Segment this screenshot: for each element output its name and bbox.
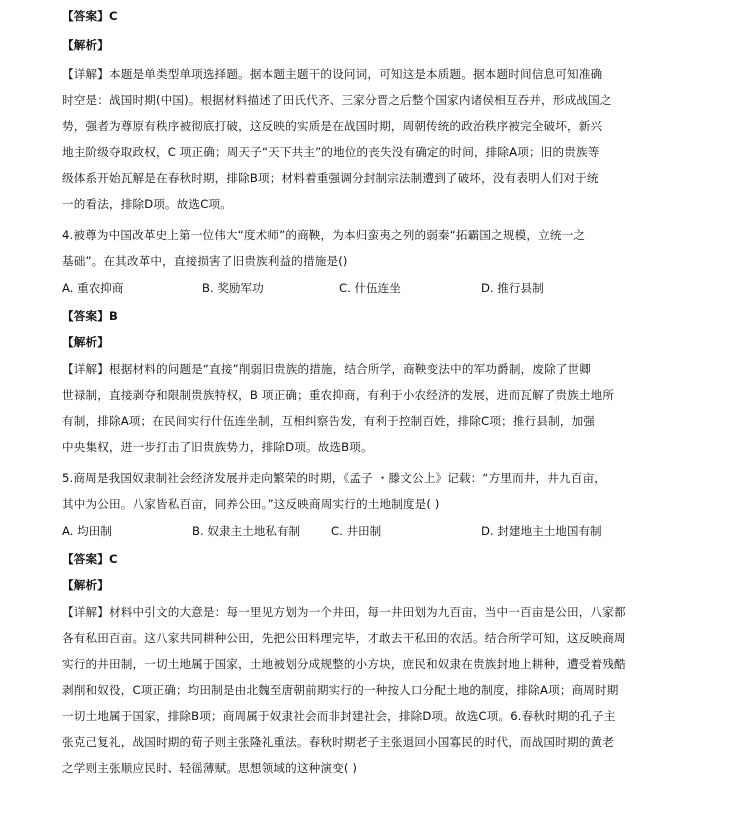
detail-line: 地主阶级夺取政权，C 项正确；周天子“天下共主”的地位的丧失没有确定的时间，排除A项；旧的贵族等 xyxy=(62,145,600,159)
q4-option-d: D. 推行县制 xyxy=(481,281,544,295)
detail-line: 实行的井田制，一切土地属于国家，土地被划分成规整的小方块，庶民和奴隶在贵族封地上耕种，遭受着残酷 xyxy=(62,657,626,671)
q4-option-b: B. 奖励军功 xyxy=(202,281,264,295)
answer-label: 【答案】C xyxy=(62,552,118,566)
question-4-stem: 4.被尊为中国改革史上第一位伟大“度术师”的商鞅，为本归蛮夷之列的弱秦“拓霸国之规模，立统一之 xyxy=(62,228,586,242)
detail-line: 时空是：战国时期(中国)。根据材料描述了田氏代齐、三家分晋之后整个国家内诸侯相互吞并，形成战国之 xyxy=(62,93,612,107)
q4-option-c: C. 什伍连坐 xyxy=(339,281,401,295)
answer-label: 【答案】B xyxy=(62,309,118,323)
analysis-label: 【解析】 xyxy=(62,38,109,52)
detail-line: 剥削和奴役，C项正确；均田制是由北魏至唐朝前期实行的一种按人口分配土地的制度，排除A项；商周时期 xyxy=(62,683,619,697)
detail-line: 【详解】本题是单类型单项选择题。据本题主题干的设问词，可知这是本质题。据本题时间信息可知准确 xyxy=(62,67,603,81)
detail-line: 【详解】材料中引文的大意是：每一里见方划为一个井田，每一井田划为九百亩，当中一百亩是公田，八家都 xyxy=(62,605,626,619)
detail-line: 之学则主张顺应民时、轻徭薄赋。思想领域的这种演变( ) xyxy=(62,761,358,775)
detail-line: 有制，排除A项；在民间实行什伍连坐制，互相纠察告发，有利于控制百姓，排除C项；推行县制，加强 xyxy=(62,414,596,428)
detail-line: 各有私田百亩。这八家共同耕种公田，先把公田料理完毕，才敢去干私田的农活。结合所学可知，这反映商周 xyxy=(62,631,626,645)
analysis-label: 【解析】 xyxy=(62,578,109,592)
q4-option-a: A. 重农抑商 xyxy=(62,281,124,295)
question-5-stem: 其中为公田。八家皆私百亩，同养公田。”这反映商周实行的土地制度是( ) xyxy=(62,497,440,511)
detail-line: 级体系开始瓦解是在春秋时期，排除B项；材料着重强调分封制宗法制遭到了破坏，没有表明人们对于统 xyxy=(62,171,599,185)
q5-option-a: A. 均田制 xyxy=(62,524,112,538)
question-4-stem: 基础”。在其改革中，直接损害了旧贵族利益的措施是() xyxy=(62,254,348,268)
detail-line: 【详解】根据材料的问题是“直接”削弱旧贵族的措施，结合所学，商鞅变法中的军功爵制，废除了世卿 xyxy=(62,362,592,376)
detail-line: 中央集权，进一步打击了旧贵族势力，排除D项。故选B项。 xyxy=(62,440,373,454)
q5-option-c: C. 井田制 xyxy=(331,524,382,538)
question-5-stem: 5.商周是我国奴隶制社会经济发展并走向繁荣的时期，《孟子 ・滕文公上》记载：“方里而井，井九百亩， xyxy=(62,471,607,485)
detail-line: 势，强者为尊原有秩序被彻底打破，这反映的实质是在战国时期，周朝传统的政治秩序被完全破坏，新兴 xyxy=(62,119,603,133)
q5-option-d: D. 封建地主土地国有制 xyxy=(481,524,602,538)
answer-label: 【答案】C xyxy=(62,9,118,23)
detail-line: 世禄制，直接剥夺和限制贵族特权，B 项正确；重农抑商，有利于小农经济的发展，进而瓦解了贵族土地所 xyxy=(62,388,615,402)
detail-line: 一的看法，排除D项。故选C项。 xyxy=(62,197,232,211)
analysis-label: 【解析】 xyxy=(62,335,109,349)
detail-line: 张克己复礼，战国时期的荀子则主张隆礼重法。春秋时期老子主张退回小国寡民的时代，而战国时期的黄老 xyxy=(62,735,614,749)
q5-option-b: B. 奴隶主土地私有制 xyxy=(192,524,301,538)
detail-line: 一切土地属于国家，排除B项；商周属于奴隶社会而非封建社会，排除D项。故选C项。6.春秋时期的孔子主 xyxy=(62,709,616,723)
